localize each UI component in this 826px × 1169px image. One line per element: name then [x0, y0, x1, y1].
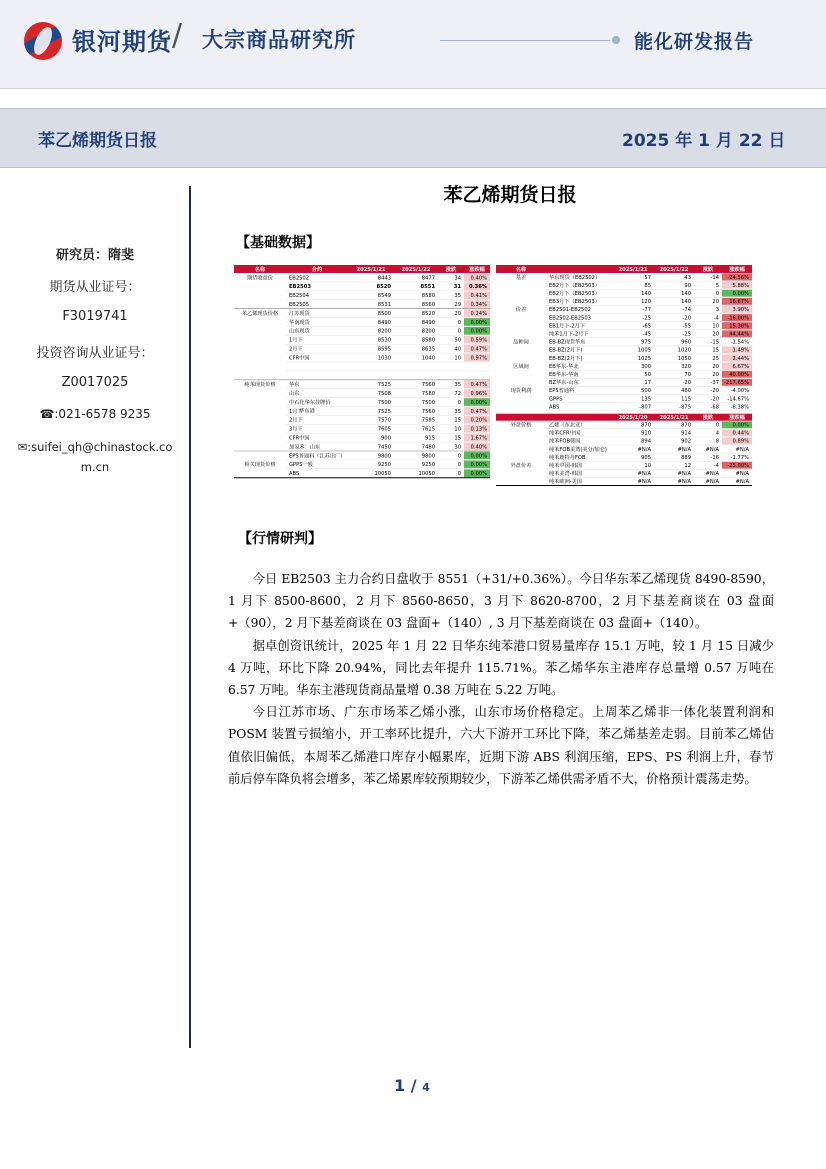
table-left-cell: 72: [454, 391, 461, 397]
galaxy-futures-logo-icon: [24, 22, 62, 60]
table-right-cell: 135: [641, 396, 651, 403]
page-separator: /: [410, 1076, 417, 1095]
table-right-cell: -74: [682, 307, 691, 314]
table-left-cell: 0.97%: [470, 355, 487, 362]
table-right-cell: -217.65%: [724, 380, 749, 387]
table-right-cell: GPPS: [549, 396, 563, 403]
table-left-cell: EB2505: [289, 302, 310, 308]
table-right-cell: BZ华东-山东: [549, 380, 579, 387]
table-right-cell: 480: [681, 388, 691, 395]
table-right-cell: -4: [713, 315, 719, 322]
table-right-cell: 20: [712, 363, 719, 370]
table-left-cell: 7500: [421, 399, 435, 406]
table-left-cell: 8500: [377, 310, 391, 317]
table-left-cell: EB2502: [289, 275, 310, 282]
total-pages: 4: [422, 1081, 430, 1094]
table-left-cell: CFR中国: [289, 435, 310, 442]
table-right-header-cell: 2025/1/21: [618, 267, 648, 273]
brand-separator: /: [172, 18, 183, 53]
table-right-cell: 0.00%: [732, 422, 749, 429]
table-right-cell: EB2月下（EB2503）: [549, 291, 600, 297]
table-right-cell: #N/A: [637, 471, 651, 478]
table-left-cell: 0.00%: [470, 471, 487, 478]
table-left-cell: 2月下: [289, 346, 303, 353]
table-left-cell: 0.00%: [470, 462, 487, 469]
table-right-cell: 914: [681, 430, 691, 437]
table-left-cell: 8549: [377, 293, 391, 300]
table-right-cell: 1.49%: [732, 347, 749, 354]
table-left-cell: 山东现货: [289, 328, 310, 335]
table-right-cell: 0.00%: [732, 291, 749, 297]
advisory-label: 投资咨询从业证号：: [36, 346, 154, 361]
table-right-cell: 6.67%: [732, 363, 749, 370]
table-right-cell: 140: [681, 299, 691, 306]
table-right-cell: EB-BZ(2月下): [549, 347, 583, 354]
table-left-group-label: 苯乙烯现货价格: [241, 310, 279, 317]
table-left-cell: 江苏现货: [289, 310, 310, 317]
table-left-cell: 0.20%: [470, 417, 487, 424]
table-left-cell: 29: [454, 302, 461, 308]
table-right-cell: -37: [710, 380, 719, 387]
table-left-cell: 30: [454, 444, 461, 451]
table-right-cell: 40.00%: [729, 372, 749, 378]
table-left-cell: 1030: [377, 355, 391, 362]
table-right-cell: 纯苯1月下-2月下: [549, 331, 589, 338]
table-right-cell: 纯苯鹿特丹FOB: [549, 454, 586, 461]
table-left-cell: 7525: [377, 382, 391, 389]
table-left-cell: 0.59%: [470, 337, 487, 344]
table-right-group-label: 现货利润: [510, 388, 532, 395]
table-right-cell: 70: [684, 372, 691, 378]
table-right-cell: -16: [710, 454, 719, 461]
table-left-header-cell: 名称: [254, 267, 266, 273]
table-right-cell: 5: [715, 282, 719, 289]
table-right-cell: EB2501-EB2502: [549, 307, 591, 314]
table-right-cell: 20: [712, 372, 719, 378]
table-right-cell: #N/A: [705, 479, 719, 486]
section-market-analysis: 【行情研判】: [238, 531, 322, 547]
table-left-group-label: 纯苯现货价格: [244, 382, 276, 389]
table-left-cell: 0.00%: [470, 319, 487, 326]
table-left-cell: 8200: [377, 328, 391, 335]
table-right-cell: -68: [710, 404, 719, 411]
table-right-cell: -15: [710, 339, 719, 346]
table-left-cell: EB2503: [289, 284, 311, 291]
table-right-cell: 1050: [677, 355, 691, 362]
table-left-cell: 2月下: [289, 417, 303, 424]
table-left-cell: 0.34%: [470, 302, 487, 308]
table-left-cell: 900: [381, 435, 391, 442]
table-right-cell: 870: [681, 422, 691, 429]
table-right-cell: -45: [642, 331, 651, 338]
table-right-subheader-cell: 2025/1/20: [618, 414, 648, 421]
table-right-cell: 0.44%: [732, 430, 749, 437]
table-left-cell: 7570: [377, 417, 391, 424]
table-right-cell: 889: [681, 454, 691, 461]
table-right-cell: 20: [712, 299, 719, 306]
table-right-group-label: 基差: [515, 274, 527, 281]
table-right-cell: -25: [642, 315, 651, 322]
table-left-cell: 8443: [377, 275, 391, 282]
table-right-cell: 华东现货（EB2502）: [549, 274, 601, 281]
table-left-cell: 中石化华东挂牌价: [289, 399, 331, 406]
table-right-cell: -77: [642, 307, 651, 314]
email-contact[interactable]: ✉:suifei_qh@chinastock.co: [17, 440, 173, 454]
license-label: 期货从业证号：: [49, 280, 141, 295]
phone-contact: ☎:021-6578 9235: [39, 407, 151, 421]
brand-name: 银河期货: [72, 28, 172, 56]
table-left-cell: 0.96%: [470, 391, 487, 397]
table-right-group-label: 区域间: [513, 363, 529, 370]
table-left-cell: 8635: [421, 346, 435, 353]
table-left-cell: 1040: [421, 355, 435, 362]
table-right-cell: 4: [715, 430, 719, 437]
table-left-cell: 8490: [421, 319, 435, 326]
table-right-cell: 8: [715, 438, 719, 445]
table-left-cell: 15: [454, 435, 461, 442]
table-right-cell: -25: [682, 331, 691, 338]
table-left-cell: EPS普通料（江苏出厂）: [289, 453, 346, 460]
table-right-header-cell: 2025/1/22: [659, 267, 689, 273]
table-right-cell: 57: [644, 274, 651, 281]
table-right-header-cell: 涨跌幅: [729, 267, 745, 273]
table-left-cell: 0.47%: [470, 408, 487, 415]
table-left-cell: 7580: [421, 391, 435, 397]
table-right-cell: -65: [642, 323, 651, 330]
table-right-cell: 894: [641, 438, 651, 445]
table-left-cell: EB2504: [289, 293, 310, 300]
table-left-cell: 0: [457, 328, 461, 335]
section-basic-data: 【基础数据】: [236, 235, 320, 251]
table-right-cell: 25: [712, 355, 719, 362]
table-left-cell: 8560: [421, 302, 435, 308]
table-left-cell: 0.40%: [470, 444, 487, 451]
table-left-cell: 8551: [420, 284, 435, 291]
analysis-paragraph: 今日江苏市场、广东市场苯乙烯小涨，山东市场价格稳定。上周苯乙烯非一体化装置利润和 POSM 装置亏损缩小，开工率环比提升，六大下游开工环比下降，苯乙烯基差走弱。目前苯乙烯估值依旧偏低，本周苯乙烯港口库存小幅累库，近期下游 ABS 利润压缩，EPS、PS 利润上升，春节前后停车降负将会增多，苯乙烯累库较预期较少，下游苯乙烯供需矛盾不大，价格预计震荡走势。: [228, 705, 774, 786]
table-left-cell: 8477: [421, 275, 435, 282]
table-left-cell: 0.41%: [470, 293, 487, 300]
table-left-cell: 9250: [421, 462, 435, 469]
table-right-cell: ABS: [549, 404, 560, 411]
table-left-cell: 7585: [421, 417, 435, 424]
researcher-name: 研究员：隋斐: [55, 248, 134, 263]
table-right-cell: #N/A: [705, 446, 719, 453]
table-right-cell: #N/A: [637, 479, 651, 486]
report-category: 能化研发报告: [634, 31, 755, 53]
table-right-cell: EB-BZ现货华东: [549, 339, 586, 346]
table-right-cell: 乙烯（东北亚）: [549, 422, 586, 429]
institute-name: 大宗商品研究所: [202, 28, 356, 52]
current-page: 1: [394, 1076, 406, 1095]
table-right-cell: -4: [713, 463, 719, 469]
table-right-cell: 120: [641, 299, 651, 306]
table-right-cell: 1020: [677, 347, 691, 354]
table-right-cell: -16.00%: [727, 315, 749, 322]
table-left-cell: 7525: [377, 408, 391, 415]
table-right-cell: EB华东-华北: [549, 363, 579, 370]
table-right-cell: -20: [710, 396, 719, 403]
table-right-cell: #N/A: [677, 471, 691, 478]
table-right-cell: EB-BZ(2月下): [549, 355, 583, 362]
table-left-group-label: 相关现货价格: [244, 462, 276, 469]
table-left-cell: 加氢苯：山东: [289, 444, 321, 451]
table-left-cell: 10: [454, 355, 461, 362]
table-left-cell: 8490: [377, 319, 391, 326]
main-title: 苯乙烯期货日报: [443, 184, 577, 206]
table-left-cell: 7615: [421, 426, 435, 433]
table-right-cell: 10: [712, 323, 719, 330]
table-left-cell: 7480: [421, 444, 435, 451]
table-left-cell: 0: [457, 471, 461, 478]
table-left-cell: 15: [454, 417, 461, 424]
table-left-cell: 9800: [377, 453, 391, 460]
table-right-subheader-cell: 涨跌幅: [729, 414, 745, 421]
license-number: F3019741: [62, 309, 128, 324]
table-left-cell: 0: [457, 453, 461, 460]
table-left-cell: 0: [457, 399, 461, 406]
table-left-cell: 7508: [377, 391, 391, 397]
table-right-cell: 10: [644, 463, 651, 469]
table-right-cell: 0: [715, 422, 719, 429]
table-left-group-label: 期货收盘价: [247, 275, 273, 282]
table-left-cell: 10: [454, 426, 461, 433]
table-right-cell: #N/A: [705, 471, 719, 478]
advisory-number: Z0017025: [61, 375, 129, 390]
table-right-group-label: 外盘价格: [510, 422, 532, 429]
table-left-header-cell: 涨跌幅: [469, 267, 485, 273]
table-left-cell: CFR中国: [289, 355, 310, 362]
table-left-cell: 8520: [421, 310, 435, 317]
table-left-cell: 山东: [289, 391, 300, 397]
table-right-cell: 44.44%: [729, 331, 749, 338]
analysis-paragraph: 据卓创资讯统计，2025 年 1 月 22 日华东纯苯港口贸易量库存 15.1 万吨，较 1 月 15 日减少 4 万吨，环比下降 20.94%，同比去年提升 115.71%。苯乙烯华东主港库存总量增 0.57 万吨在 6.57 万吨。华东主港现货商品量增 0.38 万吨在 5.22 万吨。: [228, 638, 774, 698]
table-right-cell: EPS普通料: [549, 388, 575, 395]
table-right-cell: EB2502-EB2503: [549, 315, 591, 322]
table-right-cell: -24.56%: [727, 274, 749, 281]
table-right-cell: #N/A: [735, 471, 749, 478]
table-right-cell: -875: [679, 404, 691, 411]
table-left-cell: 9250: [377, 462, 391, 469]
table-left-cell: 7450: [377, 444, 391, 451]
table-right-cell: -4.00%: [730, 388, 749, 395]
table-right-header-cell: 名称: [515, 267, 527, 273]
table-right-cell: -20: [710, 388, 719, 395]
table-right-cell: 902: [681, 438, 691, 445]
table-left-cell: 7560: [421, 382, 435, 389]
table-right-cell: 17: [644, 380, 651, 387]
table-right-cell: 85: [644, 282, 651, 289]
table-right-cell: 140: [641, 291, 651, 297]
table-left-cell: 华南现货: [289, 319, 310, 326]
basic-data-table: [234, 265, 752, 516]
table-right-cell: -20: [682, 315, 691, 322]
table-right-subheader-cell: 2025/1/21: [659, 414, 689, 421]
table-right-cell: 910: [641, 430, 651, 437]
table-left-cell: 8580: [421, 293, 435, 300]
table-right-cell: 2.44%: [732, 355, 749, 362]
table-right-cell: 3: [715, 307, 719, 314]
table-right-cell: #N/A: [735, 446, 749, 453]
table-right-cell: #N/A: [637, 446, 651, 453]
table-right-cell: 5.88%: [732, 282, 749, 289]
table-left-cell: 8520: [376, 284, 391, 291]
sidebar-divider: [189, 186, 191, 1048]
table-right-cell: 0: [715, 291, 719, 297]
table-left-cell: ABS: [289, 471, 300, 478]
table-right-cell: 纯苯美湾-韩国: [549, 471, 582, 478]
table-left-cell: 915: [425, 435, 435, 442]
table-left-cell: 0.00%: [470, 328, 487, 335]
table-left-cell: 9800: [421, 453, 435, 460]
table-left-cell: 40: [454, 346, 461, 353]
table-left-cell: 0.47%: [470, 346, 487, 353]
table-right-cell: -1.77%: [730, 454, 749, 461]
table-right-cell: EB华东-华南: [549, 372, 579, 378]
table-left-cell: 8580: [421, 337, 435, 344]
table-right-cell: -8.38%: [730, 404, 749, 411]
table-left-cell: 3月下: [289, 426, 303, 433]
table-left-cell: 8595: [377, 346, 391, 353]
table-left-header-cell: 涨跌: [445, 267, 457, 273]
table-right-cell: -14.67%: [727, 396, 749, 403]
table-right-cell: -807: [639, 404, 651, 411]
table-left-cell: 0.13%: [470, 426, 487, 433]
table-right-cell: 115: [681, 396, 691, 403]
analysis-paragraph: 今日 EB2503 主力合约日盘收于 8551（+31/+0.36%）。今日华东苯乙烯现货 8490-8590，1 月下 8500-8600，2 月下 8560-8650，3 月下 8620-8700，2 月下基差商谈在 03 盘面+（90），2 月下基差商谈在 03 盘面+（140）, 3 月下基差商谈在 03 盘面+（140）。: [228, 572, 774, 631]
table-left-cell: 0: [457, 319, 461, 326]
email-contact-cont[interactable]: m.cn: [80, 460, 110, 474]
table-left-cell: 0.00%: [470, 453, 487, 460]
table-left-cell: 7500: [377, 399, 391, 406]
table-left-cell: 0.47%: [470, 382, 487, 389]
table-right-cell: 12: [684, 463, 691, 469]
table-left-cell: 31: [453, 284, 461, 291]
table-right-cell: 纯苯CFR中国: [549, 430, 580, 437]
header-divider-dot: [612, 36, 620, 44]
table-right-cell: 15.38%: [729, 323, 749, 330]
table-right-cell: 500: [641, 388, 651, 395]
table-left-cell: 35: [454, 293, 461, 300]
table-left-subgroup-label: 华东港: [299, 408, 315, 415]
table-left-cell: 8200: [421, 328, 435, 335]
table-left-cell: 10050: [418, 471, 435, 478]
table-left-cell: 0.00%: [470, 399, 487, 406]
table-left-cell: 1月下: [289, 337, 303, 344]
table-left-header-cell: 2025/1/22: [401, 267, 431, 273]
table-left-cell: 7605: [377, 426, 391, 433]
table-right-cell: 140: [681, 291, 691, 297]
report-series-title: 苯乙烯期货日报: [38, 131, 157, 151]
table-right-cell: 纯苯FOB韩国: [549, 438, 581, 445]
table-right-cell: #N/A: [735, 479, 749, 486]
table-left-cell: 34: [454, 275, 461, 282]
table-left-header-cell: 2025/1/21: [356, 267, 386, 273]
table-right-cell: -25.00%: [727, 463, 749, 469]
table-left-cell: 0: [457, 462, 461, 469]
table-right-group-label: 外盘价差: [510, 463, 532, 469]
table-right-cell: 43: [684, 274, 691, 281]
table-left-cell: 10050: [374, 471, 391, 478]
table-right-group-label: 品种间: [513, 339, 529, 346]
table-right-cell: EB2月下（EB2503）: [549, 282, 600, 289]
table-right-cell: 300: [641, 363, 651, 370]
table-left-cell: 华东: [289, 382, 300, 389]
table-left-cell: 8530: [377, 337, 391, 344]
table-right-cell: 20: [712, 331, 719, 338]
table-right-cell: 16.67%: [729, 299, 749, 306]
table-right-cell: 870: [641, 422, 651, 429]
table-right-cell: 975: [641, 339, 651, 346]
table-left-cell: 7560: [421, 408, 435, 415]
table-left-cell: 8531: [377, 302, 391, 308]
analysis-text: [228, 568, 774, 790]
table-left-cell: 20: [454, 310, 461, 317]
table-right-cell: EB1月下-2月下: [549, 323, 586, 330]
table-right-cell: 纯苯欧洲-美国: [549, 479, 582, 486]
table-right-subheader-cell: 涨跌: [702, 414, 714, 421]
table-right-cell: 90: [684, 282, 691, 289]
table-right-cell: 0.89%: [732, 438, 749, 445]
table-right-cell: #N/A: [677, 446, 691, 453]
table-left-cell: 50: [454, 337, 461, 344]
table-right-cell: -55: [682, 323, 691, 330]
table-right-cell: 纯苯中国-韩国: [549, 463, 582, 469]
table-right-cell: 3.90%: [732, 307, 749, 314]
table-left-cell: 35: [454, 408, 461, 415]
table-left-cell: 0.24%: [470, 310, 487, 317]
table-right-cell: 50: [644, 372, 651, 378]
table-right-cell: 320: [681, 363, 691, 370]
report-date: 2025 年 1 月 22 日: [622, 131, 786, 151]
table-left-header-cell: 合约: [311, 267, 323, 273]
table-left-cell: 0.40%: [470, 275, 487, 282]
table-right-cell: -14: [710, 274, 719, 281]
table-right-cell: -1.54%: [730, 339, 749, 346]
table-right-cell: 15: [712, 347, 719, 354]
page-number: [394, 1076, 430, 1095]
table-right-cell: 1025: [637, 355, 651, 362]
table-right-cell: EB3月下（EB2503）: [549, 299, 600, 306]
table-right-cell: 纯苯FOB美湾(美分/加仑): [549, 446, 607, 453]
data-table-svg: [234, 265, 752, 516]
table-right-cell: -20: [682, 380, 691, 387]
table-left-cell: 1月下: [289, 408, 303, 415]
table-left-cell: GPPS一般: [289, 462, 313, 469]
table-left-cell: 35: [454, 382, 461, 389]
header-divider-line: [440, 40, 610, 41]
table-left-cell: 1.67%: [470, 435, 487, 442]
table-right-cell: 905: [641, 454, 651, 461]
table-right-group-label: 价差: [515, 307, 527, 314]
table-right-cell: #N/A: [677, 479, 691, 486]
table-right-cell: 1005: [637, 347, 651, 354]
table-right-cell: 960: [681, 339, 691, 346]
table-left-cell: 0.36%: [469, 284, 487, 291]
table-right-header-cell: 涨跌: [702, 267, 714, 273]
